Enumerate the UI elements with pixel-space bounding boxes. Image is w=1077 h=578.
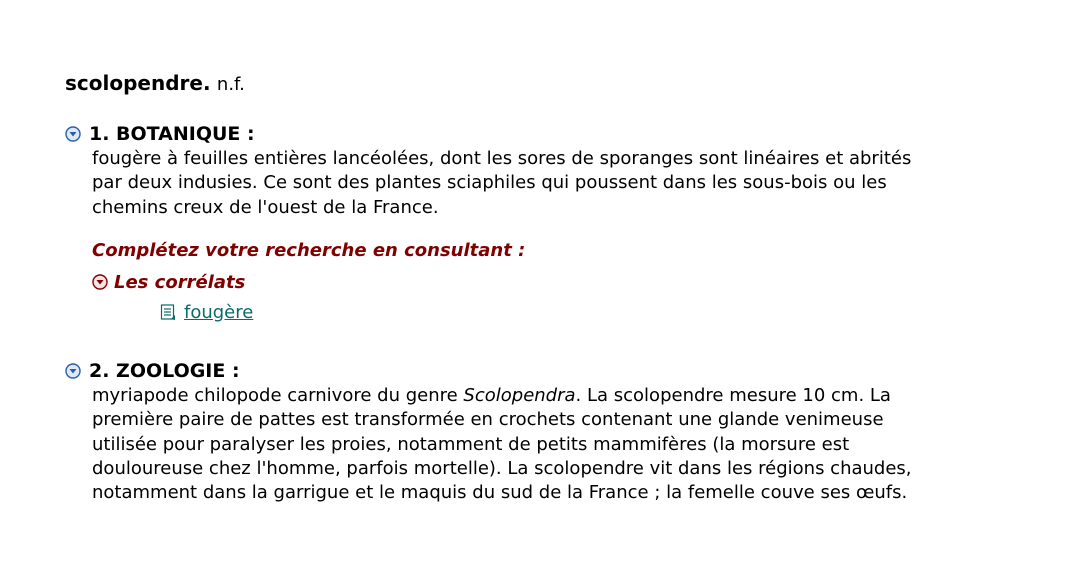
definition-line: première paire de pattes est transformée en crochets contenant une glande venimeuse [92, 409, 884, 431]
correlats-label: Les corrélats [114, 271, 246, 293]
definition-text [92, 147, 1022, 220]
genus-name: Scolopendra [463, 385, 576, 406]
sense-botanique [65, 121, 1022, 220]
sense-title-text: 2. ZOOLOGIE : [89, 360, 240, 382]
chevron-circle-icon[interactable] [65, 363, 81, 379]
headword: scolopendre. [65, 71, 211, 95]
document-icon [160, 304, 176, 321]
related-section [92, 238, 525, 325]
related-intro: Complétez votre recherche en consultant : [92, 240, 526, 261]
related-link-row [160, 299, 525, 325]
chevron-circle-icon[interactable] [65, 126, 81, 142]
definition-line: chemins creux de l'ouest de la France. [92, 196, 439, 218]
definition-line: par deux indusies. Ce sont des plantes sciaphiles qui poussent dans les sous-bois ou les [92, 172, 887, 194]
sense-title[interactable] [65, 121, 1022, 147]
sense-zoologie [65, 358, 1022, 505]
definition-fragment: . La scolopendre mesure 10 cm. La [575, 385, 891, 406]
entry-header [65, 70, 245, 98]
definition-line: utilisée pour paralyser les proies, notamment de petits mammifères (la morsure est [92, 433, 850, 455]
related-link-fougere[interactable]: fougère [184, 301, 254, 323]
sense-title[interactable] [65, 358, 1022, 384]
definition-text [92, 384, 1022, 505]
definition-line [92, 384, 1022, 408]
correlats-heading[interactable] [92, 269, 525, 295]
definition-line: douloureuse chez l'homme, parfois mortelle). La scolopendre vit dans les régions chaudes, [92, 457, 912, 479]
definition-fragment: myriapode chilopode carnivore du genre [92, 385, 464, 406]
chevron-circle-icon[interactable] [92, 274, 108, 290]
definition-line: notamment dans la garrigue et le maquis du sud de la France ; la femelle couve ses œufs. [92, 482, 908, 504]
definition-line: fougère à feuilles entières lancéolées, dont les sores de sporanges sont linéaires et abrités [92, 148, 912, 169]
sense-title-text: 1. BOTANIQUE : [89, 123, 255, 145]
part-of-speech: n.f. [216, 74, 245, 95]
